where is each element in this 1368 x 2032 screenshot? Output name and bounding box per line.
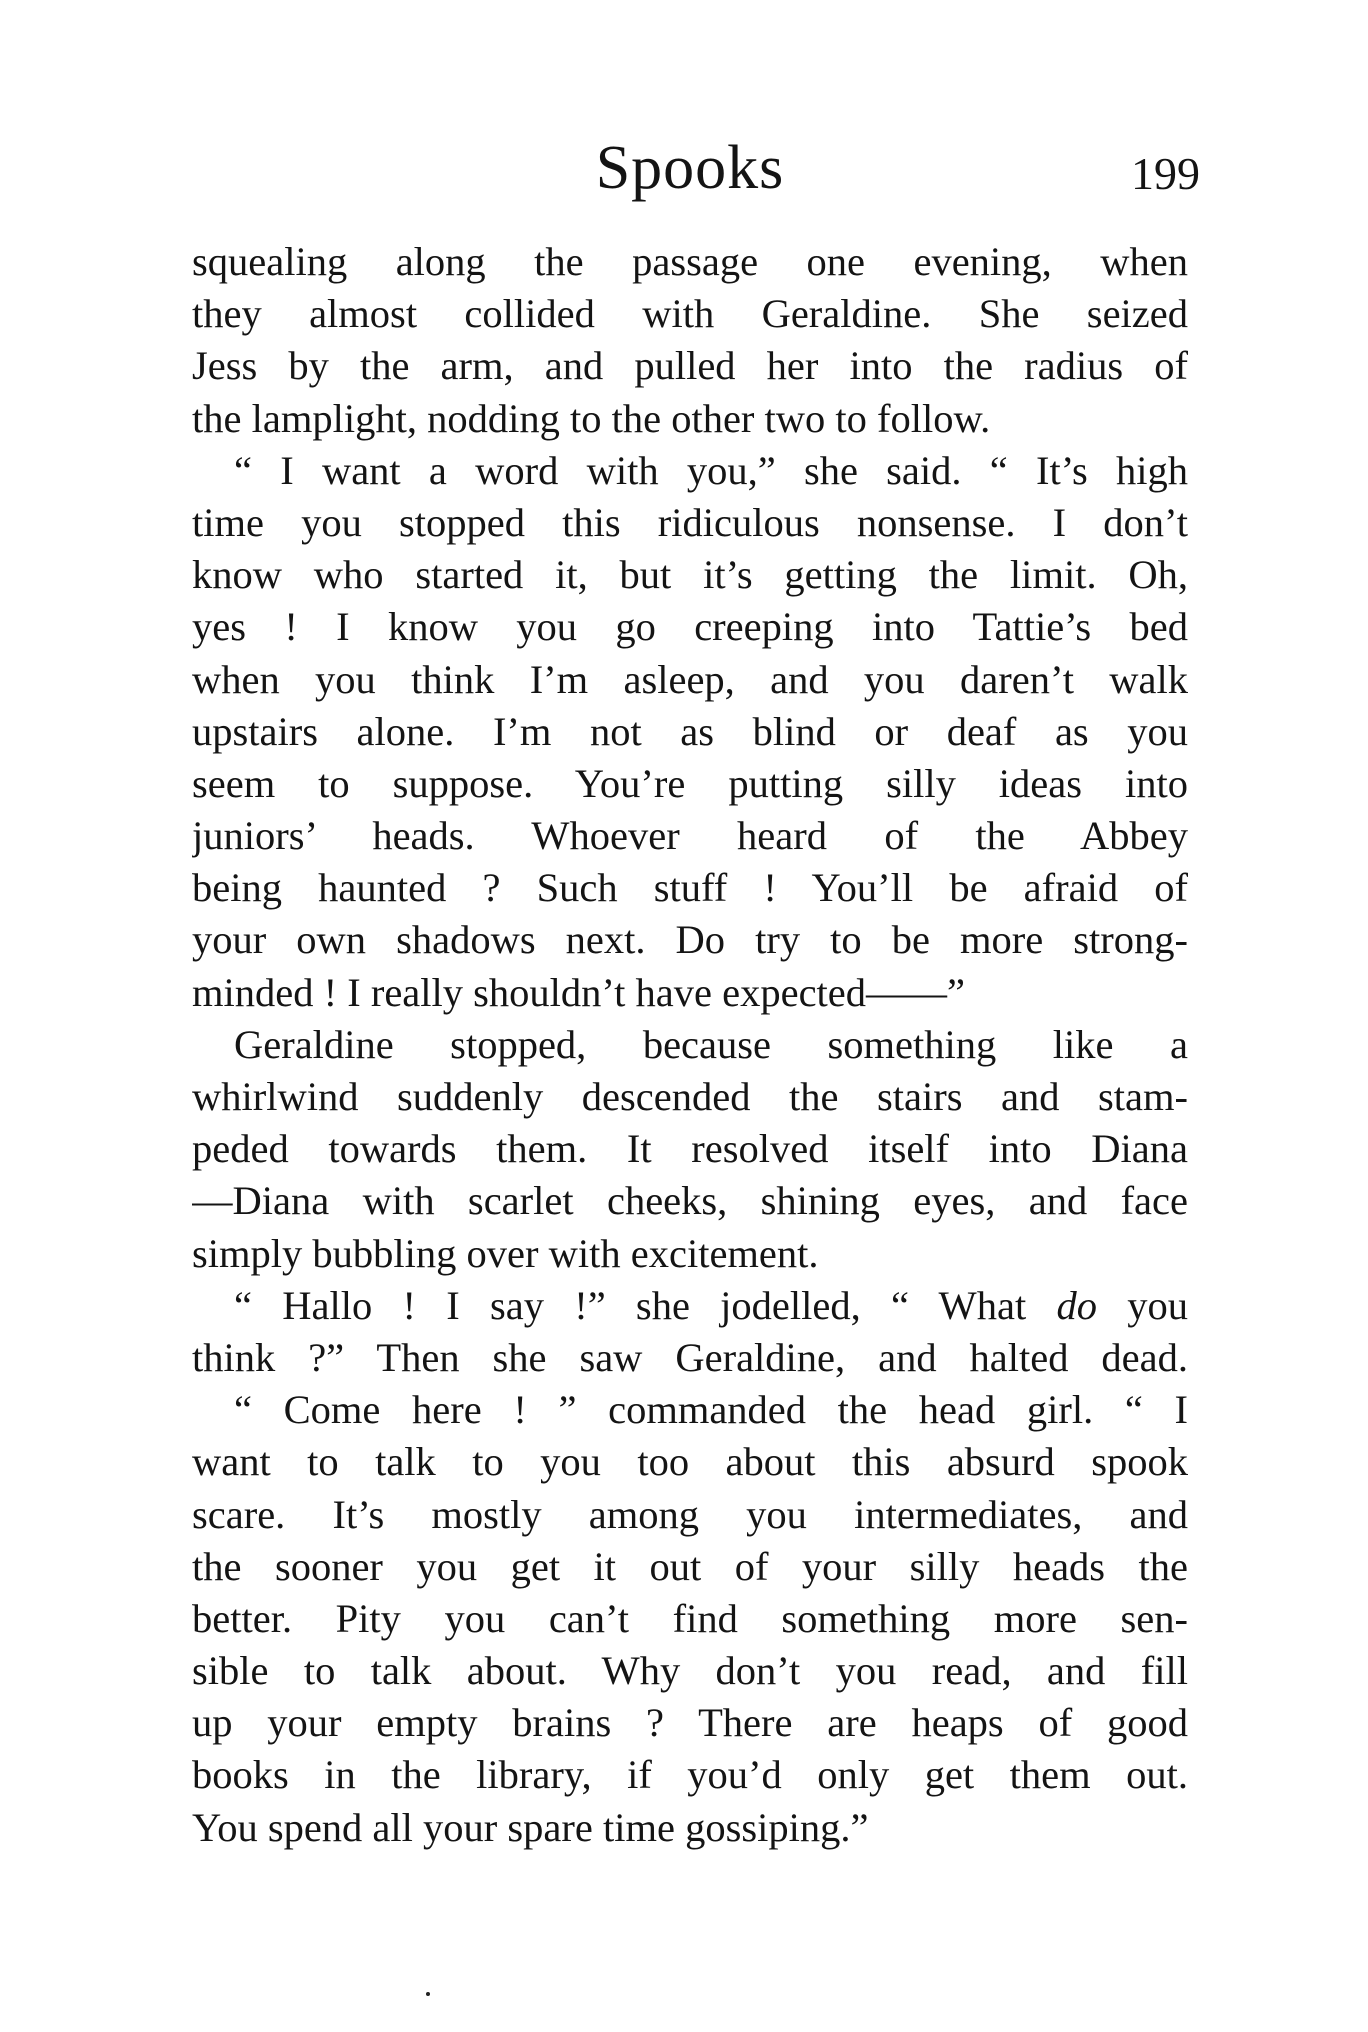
text-line: simply bubbling over with excitement. <box>192 1230 819 1276</box>
text-line: upstairs alone. I’m not as blind or deaf as you <box>192 708 1188 754</box>
text-segment: “ Hallo ! I say !” she jodelled, “ What <box>234 1282 1057 1328</box>
text-line: books in the library, if you’d only get them out. <box>192 1752 1188 1798</box>
running-header <box>190 128 1200 208</box>
text-line: being haunted ? Such stuff ! You’ll be afraid of <box>192 865 1188 911</box>
text-line: whirlwind suddenly descended the stairs and stam- <box>192 1074 1188 1119</box>
text-line: seem to suppose. You’re putting silly ideas into <box>192 760 1188 806</box>
text-line: minded ! I really shouldn’t have expected——” <box>192 969 966 1015</box>
text-line: yes ! I know you go creeping into Tattie’s bed <box>192 604 1188 650</box>
text-line: “ I want a word with you,” she said. “ It’s high <box>234 447 1188 493</box>
text-line: Jess by the arm, and pulled her into the radius of <box>192 343 1188 389</box>
text-line: want to talk to you too about this absurd spook <box>192 1439 1188 1485</box>
text-line <box>192 1280 1188 1332</box>
text-line: Geraldine stopped, because something like a <box>234 1021 1188 1067</box>
text-line: juniors’ heads. Whoever heard of the Abbey <box>192 813 1188 859</box>
text-line: they almost collided with Geraldine. She seized <box>192 291 1188 337</box>
text-line: “ Come here ! ” commanded the head girl. “ I <box>234 1387 1188 1433</box>
running-title: Spooks <box>595 134 785 202</box>
text-line: when you think I’m asleep, and you daren’t walk <box>192 656 1188 702</box>
text-line: better. Pity you can’t find something more sen- <box>192 1595 1188 1641</box>
text-segment: you <box>1096 1282 1188 1328</box>
page-number: 199 <box>1131 148 1200 199</box>
ink-speck <box>426 1992 430 1996</box>
text-line: think ?” Then she saw Geraldine, and halted dead. <box>192 1334 1188 1380</box>
text-line: scare. It’s mostly among you intermediates, and <box>192 1491 1188 1537</box>
text-line: —Diana with scarlet cheeks, shining eyes, and face <box>192 1178 1188 1224</box>
text-line: the sooner you get it out of your silly heads the <box>192 1543 1188 1589</box>
text-line: peded towards them. It resolved itself into Diana <box>192 1126 1188 1172</box>
text-line: time you stopped this ridiculous nonsense. I don’t <box>192 499 1188 545</box>
text-line: sible to talk about. Why don’t you read, and fill <box>192 1648 1188 1694</box>
text-line: know who started it, but it’s getting the limit. Oh, <box>192 552 1188 598</box>
text-line: the lamplight, nodding to the other two to follow. <box>192 395 991 441</box>
emphasis-word: do <box>1056 1282 1097 1328</box>
text-line: You spend all your spare time gossiping.” <box>192 1804 869 1850</box>
text-line: your own shadows next. Do try to be more strong- <box>192 917 1188 963</box>
body-text <box>192 236 1188 1854</box>
text-line: up your empty brains ? There are heaps of good <box>192 1700 1188 1746</box>
text-line: squealing along the passage one evening, when <box>192 239 1188 284</box>
